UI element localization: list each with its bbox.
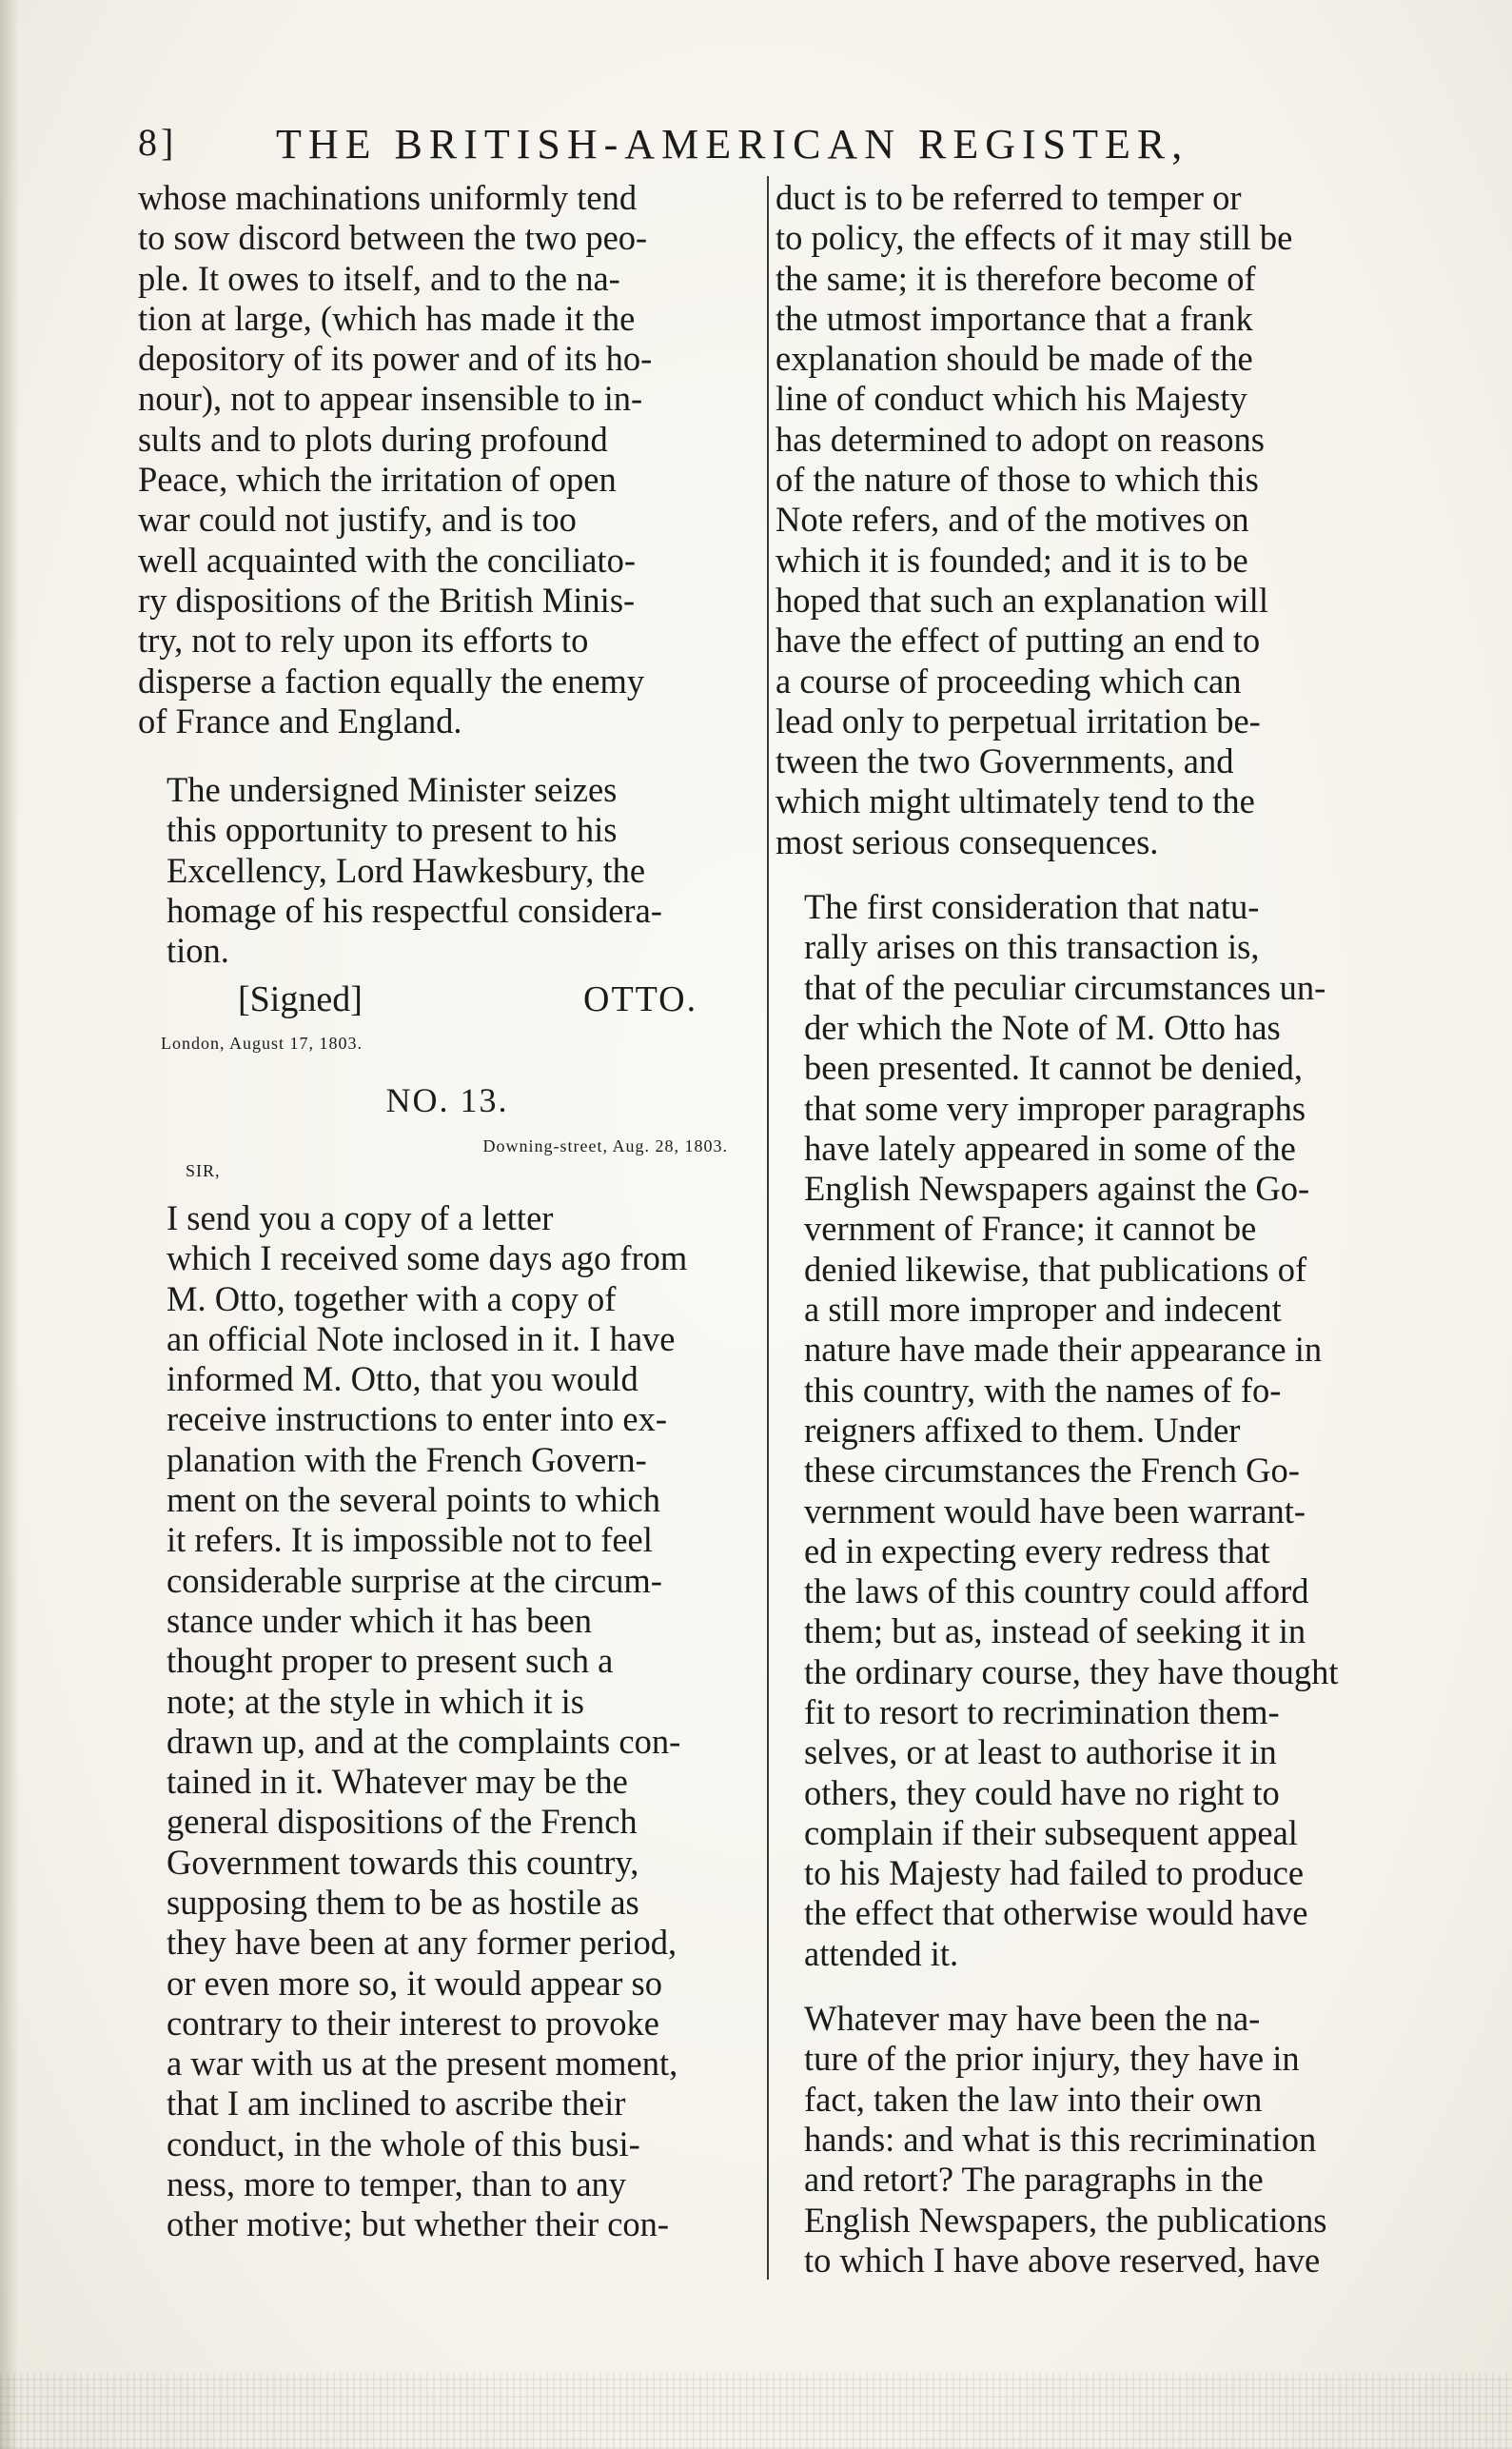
- paragraph-continued: [138, 178, 756, 741]
- signer-name: OTTO.: [583, 978, 698, 1019]
- text-line: informed M. Otto, that you would: [167, 1359, 638, 1399]
- text-line: explanation should be made of the: [776, 339, 1253, 379]
- text-line: Note refers, and of the motives on: [776, 500, 1249, 540]
- binding-shadow: [0, 0, 19, 2449]
- text-line: English Newspapers against the Go-: [804, 1169, 1310, 1209]
- text-line: has determined to adopt on reasons: [776, 419, 1265, 459]
- text-line: receive instructions to enter into ex-: [167, 1399, 668, 1439]
- text-line: lead only to perpetual irritation be-: [776, 701, 1261, 741]
- text-line: have the effect of putting an end to: [776, 621, 1261, 661]
- text-line: thought proper to present such a: [167, 1641, 614, 1681]
- text-line: a war with us at the present moment,: [167, 2044, 678, 2084]
- text-line: to sow discord between the two peo-: [138, 218, 648, 258]
- text-line: tion at large, (which has made it the: [138, 298, 636, 338]
- text-line: been presented. It cannot be denied,: [804, 1048, 1303, 1088]
- text-line: stance under which it has been: [167, 1600, 592, 1640]
- text-line: these circumstances the French Go-: [804, 1451, 1300, 1491]
- text-line: reigners affixed to them. Under: [804, 1410, 1241, 1450]
- text-line: ment on the several points to which: [167, 1480, 661, 1520]
- text-line: that I am inclined to ascribe their: [167, 2084, 626, 2123]
- text-line: tween the two Governments, and: [776, 741, 1234, 781]
- paragraph-injury: [776, 1999, 1415, 2281]
- text-line: complain if their subsequent appeal: [804, 1812, 1298, 1852]
- left-column: [138, 178, 756, 2245]
- document-dateline: Downing-street, Aug. 28, 1803.: [482, 1136, 728, 1155]
- text-line: most serious consequences.: [776, 821, 1159, 861]
- text-line: attended it.: [804, 1933, 959, 1973]
- text-line: well acquainted with the conciliato-: [138, 540, 636, 580]
- text-line: it refers. It is impossible not to feel: [167, 1520, 653, 1560]
- paragraph-consideration: [776, 887, 1415, 1974]
- text-line: that of the peculiar circumstances un-: [804, 967, 1326, 1007]
- text-line: hands: and what is this recrimination: [804, 2119, 1317, 2159]
- text-line: the ordinary course, they have thought: [804, 1651, 1339, 1691]
- text-line: this opportunity to present to his: [167, 810, 618, 850]
- text-line: others, they could have no right to: [804, 1772, 1280, 1812]
- text-line: supposing them to be as hostile as: [167, 1882, 639, 1922]
- text-line: contrary to their interest to provoke: [167, 2003, 659, 2043]
- text-line: considerable surprise at the circum-: [167, 1560, 662, 1600]
- text-line: sults and to plots during profound: [138, 419, 608, 459]
- text-line: have lately appeared in some of the: [804, 1128, 1296, 1168]
- text-line: to policy, the effects of it may still be: [776, 218, 1293, 258]
- text-line: Government towards this country,: [167, 1842, 639, 1882]
- text-line: Peace, which the irritation of open: [138, 460, 617, 500]
- text-line: to which I have above reserved, have: [804, 2240, 1321, 2280]
- right-column: [776, 178, 1415, 2281]
- text-line: an official Note inclosed in it. I have: [167, 1318, 676, 1358]
- letter-dateline: London, August 17, 1803.: [161, 1033, 363, 1053]
- text-line: The first consideration that natu-: [804, 887, 1260, 927]
- text-line: ry dispositions of the British Minis-: [138, 580, 636, 620]
- text-line: they have been at any former period,: [167, 1923, 677, 1963]
- text-line: duct is to be referred to temper or: [776, 178, 1242, 217]
- text-line: nature have made their appearance in: [804, 1330, 1323, 1370]
- paragraph-letter: [138, 1198, 756, 2245]
- page-number: 8]: [138, 121, 178, 164]
- signed-label: [Signed]: [238, 978, 363, 1019]
- text-line: of France and England.: [138, 701, 462, 741]
- text-line: which might ultimately tend to the: [776, 781, 1255, 821]
- text-line: M. Otto, together with a copy of: [167, 1278, 617, 1318]
- text-line: hoped that such an explanation will: [776, 580, 1268, 620]
- signature-row: [138, 979, 756, 1025]
- text-line: line of conduct which his Majesty: [776, 379, 1247, 419]
- text-line: ture of the prior injury, they have in: [804, 2039, 1300, 2079]
- text-line: nour), not to appear insensible to in-: [138, 379, 643, 419]
- text-line: planation with the French Govern-: [167, 1439, 647, 1479]
- text-line: that some very improper paragraphs: [804, 1088, 1306, 1128]
- text-line: Whatever may have been the na-: [804, 1999, 1261, 2039]
- text-line: whose machinations uniformly tend: [138, 178, 638, 217]
- text-line: the utmost importance that a frank: [776, 298, 1253, 338]
- salutation: SIR,: [186, 1160, 221, 1180]
- text-line: The undersigned Minister seizes: [167, 770, 618, 810]
- page-edge-noise: [0, 2373, 1512, 2449]
- text-line: fit to resort to recrimination them-: [804, 1691, 1280, 1731]
- column-divider: [767, 176, 769, 2280]
- text-line: the same; it is therefore become of: [776, 258, 1256, 298]
- text-line: them; but as, instead of seeking it in: [804, 1611, 1306, 1651]
- text-line: note; at the style in which it is: [167, 1681, 584, 1721]
- text-line: tion.: [167, 931, 229, 971]
- text-line: try, not to rely upon its efforts to: [138, 621, 589, 661]
- text-line: selves, or at least to authorise it in: [804, 1732, 1277, 1772]
- text-line: ed in expecting every redress that: [804, 1531, 1270, 1570]
- text-line: a course of proceeding which can: [776, 661, 1242, 701]
- text-line: a still more improper and indecent: [804, 1290, 1282, 1330]
- text-line: vernment would have been warrant-: [804, 1491, 1306, 1531]
- text-line: other motive; but whether their con-: [167, 2204, 670, 2244]
- running-title: THE BRITISH-AMERICAN REGISTER,: [276, 121, 1189, 168]
- text-line: ple. It owes to itself, and to the na-: [138, 258, 620, 298]
- text-line: homage of his respectful considera-: [167, 891, 662, 931]
- text-line: depository of its power and of its ho-: [138, 339, 653, 379]
- text-line: ness, more to temper, than to any: [167, 2164, 627, 2204]
- text-line: the effect that otherwise would have: [804, 1893, 1308, 1933]
- document-number: NO. 13.: [385, 1080, 509, 1119]
- text-line: to his Majesty had failed to produce: [804, 1853, 1305, 1893]
- text-line: disperse a faction equally the enemy: [138, 661, 645, 701]
- text-line: conduct, in the whole of this busi-: [167, 2123, 640, 2163]
- text-line: war could not justify, and is too: [138, 500, 577, 540]
- text-line: der which the Note of M. Otto has: [804, 1007, 1281, 1047]
- text-line: and retort? The paragraphs in the: [804, 2160, 1264, 2200]
- text-line: drawn up, and at the complaints con-: [167, 1721, 681, 1761]
- text-line: tained in it. Whatever may be the: [167, 1762, 628, 1802]
- text-line: English Newspapers, the publications: [804, 2200, 1327, 2240]
- text-line: fact, taken the law into their own: [804, 2079, 1263, 2119]
- text-line: vernment of France; it cannot be: [804, 1209, 1257, 1249]
- text-line: which I received some days ago from: [167, 1238, 688, 1278]
- text-line: I send you a copy of a letter: [167, 1197, 554, 1237]
- page-header: [138, 112, 1251, 169]
- text-line: denied likewise, that publications of: [804, 1249, 1307, 1289]
- paragraph-closing: [138, 770, 756, 971]
- paragraph-continued: [776, 178, 1415, 862]
- text-line: Excellency, Lord Hawkesbury, the: [167, 850, 646, 890]
- text-line: general dispositions of the French: [167, 1802, 638, 1842]
- text-line: this country, with the names of fo-: [804, 1370, 1282, 1410]
- text-line: which it is founded; and it is to be: [776, 540, 1248, 580]
- text-line: the laws of this country could afford: [804, 1571, 1309, 1611]
- text-line: or even more so, it would appear so: [167, 1963, 662, 2003]
- text-line: of the nature of those to which this: [776, 460, 1259, 500]
- text-line: rally arises on this transaction is,: [804, 927, 1260, 967]
